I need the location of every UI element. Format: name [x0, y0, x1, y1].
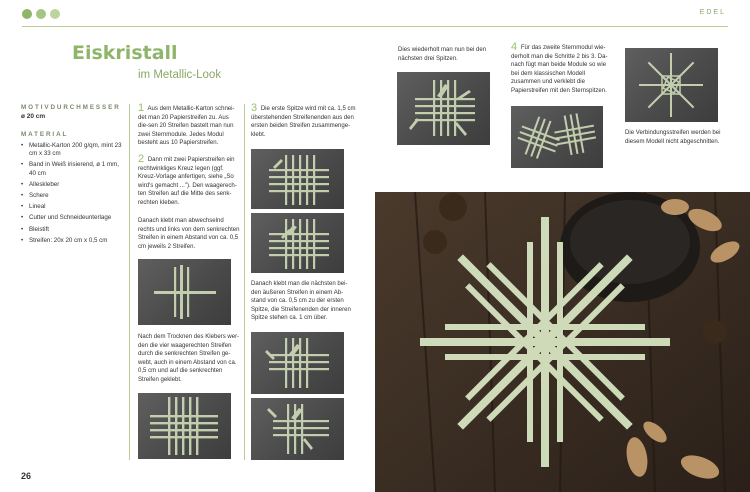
step-4-text-b: Die Verbindungsstreifen werden bei diesem Modell nicht abgeschnitten.: [625, 130, 721, 145]
material-item: • Alleskleber: [21, 181, 125, 190]
page-number: 26: [21, 471, 32, 481]
header-rule: [22, 26, 728, 27]
step-2-text-c: Nach dem Trocknen des Klebers wer-den die vier waagerechten Streifen durch die senkrechten Streifen ge-webt, auch in einem Abstand von ca. 0,5 cm und auf die senkrechten Streifen geklebt.: [138, 334, 240, 383]
step-number: 4: [511, 41, 518, 53]
photo-step-woven: [138, 393, 231, 459]
photo-graphic: [625, 48, 718, 122]
photo-graphic: [251, 149, 344, 209]
step-text: Aus dem Metallic-Karton schnei-det man 20 Papierstreifen zu. Aus die-sen 20 Streifen bastelt man nun zwei Sternmodule. Jedes Modul besteht aus 10 Papierstreifen.: [138, 106, 235, 147]
page-subtitle: im Metallic-Look: [138, 69, 222, 81]
step-1: [138, 104, 240, 148]
photo-graphic: [397, 72, 490, 145]
step-3-text-b: Danach klebt man die nächsten bei-den äußeren Streifen in einem Ab-stand von ca. 0,5 cm zu der ersten Spitze, die Streifenenden der inneren Spitze stehen ca. 1 cm über.: [251, 281, 351, 322]
header-dot-2: [36, 9, 46, 19]
photo-star-result: [625, 48, 718, 122]
materials-sidebar: [21, 104, 125, 248]
header-dot-1: [22, 9, 32, 19]
material-item: • Bleistift: [21, 226, 125, 235]
step-number: 2: [138, 153, 145, 165]
photo-graphic: [138, 259, 231, 325]
step-3-text-c: Dies wiederholt man nun bei den nächsten drei Spitzen.: [398, 47, 487, 62]
material-item: • Schere: [21, 192, 125, 201]
material-list: [21, 142, 125, 245]
photo-graphic: [511, 106, 603, 168]
material-item: • Lineal: [21, 203, 125, 212]
photo-step-tips-b: [251, 398, 344, 460]
photo-graphic: [138, 393, 231, 459]
material-item: • Streifen: 20x 20 cm x 0,5 cm: [21, 237, 125, 246]
hero-photo: [375, 192, 750, 492]
photo-graphic: [251, 332, 344, 394]
header-dots: [22, 9, 60, 19]
diameter-value: ø 20 cm: [21, 112, 46, 120]
material-item: • Band in Weiß irisierend, ø 1 mm, 40 cm: [21, 161, 125, 178]
photo-two-modules: [511, 106, 603, 168]
material-item: • Metallic-Karton 200 g/qm, mint 23 cm x 33 cm: [21, 142, 125, 159]
photo-step-cross: [138, 259, 231, 325]
step-text: Für das zweite Sternmodul wie-derholt man die Schritte 2 bis 3. Da-nach fügt man beide Module so wie bei dem klassischen Modell zusammen und verklebt die Papierstreifen mit den Sternspitzen.: [511, 45, 608, 94]
column-divider: [244, 104, 245, 460]
photo-graphic: [251, 398, 344, 460]
step-text: Die erste Spitze wird mit ca. 1,5 cm überstehenden Streifenenden aus den ersten beiden Streifen zusammenge-klebt.: [251, 106, 356, 138]
header-dot-3: [50, 9, 60, 19]
step-number: 1: [138, 102, 145, 114]
section-label: EDEL: [699, 9, 726, 16]
column-divider: [129, 104, 130, 460]
step-2: [138, 155, 240, 208]
diameter-heading: MOTIVDURCHMESSER: [21, 104, 121, 111]
step-number: 3: [251, 102, 258, 114]
photo-step-tips-a: [251, 332, 344, 394]
photo-graphic: [251, 213, 344, 273]
photo-step-second-tip: [251, 213, 344, 273]
material-heading: MATERIAL: [21, 131, 69, 139]
step-3: [251, 104, 357, 139]
photo-step-first-tip: [251, 149, 344, 209]
hero-graphic: [375, 192, 750, 492]
step-text: Dann mit zwei Papierstreifen ein rechtwinkliges Kreuz legen (ggf. Kreuz-Vorlage anfertigen, siehe „So wird's gemacht ..."). Den waagerech-ten Streifen auf die Mitte des senk-rechten kleben.: [138, 157, 237, 206]
photo-module-done: [397, 72, 490, 145]
material-item: • Cutter und Schneideunterlage: [21, 214, 125, 223]
step-2-text-b: Danach klebt man abwechselnd rechts und links von dem senkrechten Streifen in einem Abstand von ca. 0,5 cm jeweils 2 Streifen.: [138, 218, 240, 250]
step-4: [511, 43, 615, 96]
page-title: Eiskristall: [72, 42, 178, 64]
